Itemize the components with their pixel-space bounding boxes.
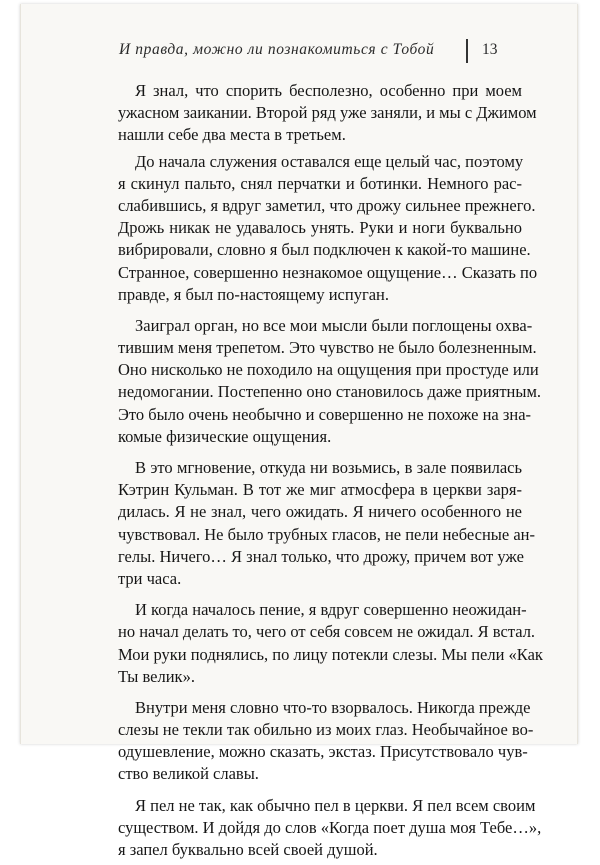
paragraph [118,80,537,147]
paragraph [118,315,542,448]
text-line: три часа. [118,568,182,588]
text-line: И когда началось пение, я вдруг совершенно неожидан- [135,600,527,620]
text-line: Мои руки поднялись, по лицу потекли слезы. Мы пели «Как [118,644,543,664]
text-line: Я пел не так, как обычно пел в церкви. Я пел всем своим [135,795,536,815]
page-number: 13 [482,41,498,58]
text-line: тившим меня трепетом. Это чувство не было болезненным. [118,338,537,358]
text-line: существом. И дойдя до слов «Когда поет душа моя Тебе…», [118,817,542,837]
text-line: В это мгновение, откуда ни возьмись, в зале появилась [135,458,522,477]
text-line: Я знал, что спорить бесполезно, особенно при моем [135,81,522,100]
text-line: ство великой славы. [118,764,259,784]
paragraph [118,151,538,306]
text-line: недомогании. Постепенно оно становилось даже приятным. [118,382,542,402]
book-page [20,4,578,859]
text-line: Ты велик». [118,666,195,686]
text-line: Странное, совершенно незнакомое ощущение… Сказать по [118,262,538,282]
text-line: слабившись, я вдруг заметил, что дрожу сильнее прежнего. [118,195,536,215]
text-line: Кэтрин Кульман. В тот же миг атмосфера в церкви заря- [118,480,522,500]
text-line: чувствовал. Не было трубных гласов, не пели небесные ан- [118,524,535,544]
text-line: дилась. Я не знал, чего ожидать. Я ничего особенного не [118,502,522,522]
text-line: правде, я был по-настоящему испуган. [118,284,390,304]
text-line: комые физические ощущения. [118,426,332,446]
text-line: слезы не текли так обильно из моих глаз. Необычайное во- [118,720,534,740]
header-divider [466,39,468,63]
text-line: я запел буквально всей своей душой. [118,840,378,859]
paragraph [118,457,535,590]
running-head [119,39,529,63]
text-line: вибрировали, словно я был подключен к какой-то машине. [118,240,531,260]
text-line: Заиграл орган, но все мои мысли были поглощены охва- [135,315,533,335]
text-line: гелы. Ничего… Я знал только, что дрожу, причем вот уже [118,546,524,566]
text-line: я скинул пальто, снял перчатки и ботинки. Немного рас- [118,173,522,193]
text-line: но начал делать то, чего от себя совсем не ожидал. Я встал. [118,622,536,642]
paragraph [118,795,542,862]
text-line: Внутри меня словно что-то взорвалось. Никогда прежде [135,697,531,717]
paragraph [118,599,543,688]
text-line: одушевление, можно сказать, экстаз. Присутствовало чув- [118,742,528,762]
text-line: Оно нисколько не походило на ощущения при простуде или [118,360,539,380]
text-line: нашли себе два места в третьем. [118,125,346,145]
text-line: Дрожь никак не удавалось унять. Руки и ноги буквально [118,218,522,238]
text-line: ужасном заикании. Второй ряд уже заняли, и мы с Джимом [118,103,537,123]
body-text [118,80,543,865]
text-line: Это было очень необычно и совершенно не похоже на зна- [118,404,532,424]
paragraph [118,697,534,786]
text-line: До начала служения оставался еще целый час, поэтому [135,151,524,171]
running-title: И правда, можно ли познакомиться с Тобой [119,41,435,58]
